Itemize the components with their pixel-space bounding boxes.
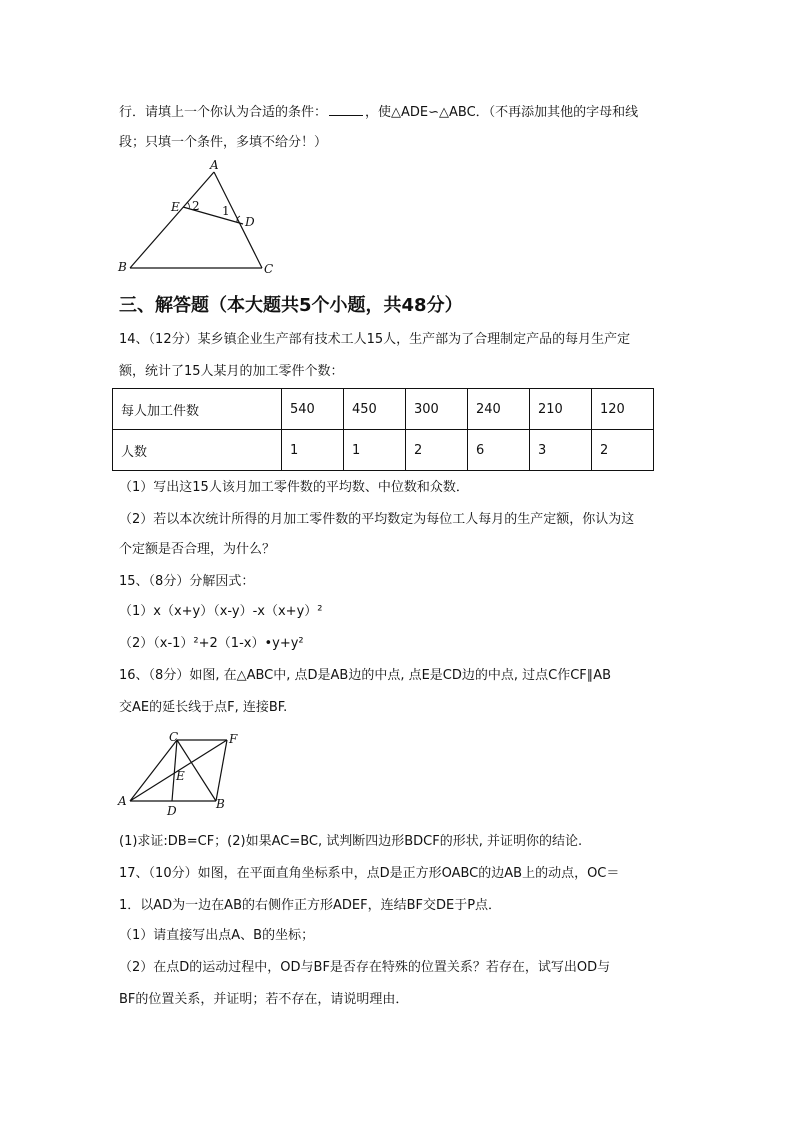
- table-cell: 1: [282, 430, 344, 471]
- q13-line2: 段；只填一个条件，多填不给分！）: [119, 135, 328, 150]
- table-cell: 2: [592, 430, 654, 471]
- q13-text-a: 行．请填上一个你认为合适的条件：: [119, 105, 328, 120]
- label-a: A: [118, 794, 127, 808]
- q17-part2-line2: BF的位置关系，并证明；若不存在，请说明理由．: [119, 992, 409, 1007]
- q16-intro-line2: 交AE的延长线于点F, 连接BF.: [119, 700, 288, 715]
- q14-data-table: [112, 388, 654, 471]
- section-heading: 三、解答题（本大题共5个小题，共48分）: [119, 295, 463, 316]
- table-cell: 210: [530, 389, 592, 430]
- q13-text-b: ，使△ADE∽△ABC．（不再添加其他的字母和线: [365, 105, 639, 120]
- table-cell: 450: [344, 389, 406, 430]
- table-cell: 1: [344, 430, 406, 471]
- label-e: E: [176, 769, 185, 783]
- table-row: [113, 430, 654, 471]
- table-cell: 120: [592, 389, 654, 430]
- segment-bf: [216, 740, 227, 801]
- q14-intro-line2: 额，统计了15人某月的加工零件个数：: [119, 364, 344, 379]
- label-d: D: [245, 215, 255, 229]
- table-cell: 540: [282, 389, 344, 430]
- q14-part2-line1: （2）若以本次统计所得的月加工零件数的平均数定为每位工人每月的生产定额，你认为这: [119, 512, 635, 527]
- q14-part1: （1）写出这15人该月加工零件数的平均数、中位数和众数．: [119, 480, 469, 495]
- side-ab: [130, 172, 214, 268]
- label-angle1: 1: [222, 204, 230, 218]
- q14-intro-line1: 14、（12分）某乡镇企业生产部有技术工人15人，生产部为了合理制定产品的每月生产定: [119, 332, 631, 347]
- label-e: E: [171, 200, 180, 214]
- q13-line1: [119, 103, 638, 123]
- table-cell: 240: [468, 389, 530, 430]
- q17-intro-line1: 17、（10分）如图，在平面直角坐标系中，点D是正方形OABC的边AB上的动点，OC＝: [119, 866, 620, 881]
- label-c: C: [169, 730, 179, 744]
- table-cell: 6: [468, 430, 530, 471]
- label-d: D: [167, 804, 177, 818]
- answer-blank[interactable]: [329, 103, 363, 116]
- segment-ac: [130, 740, 177, 801]
- label-b: B: [118, 260, 127, 274]
- table-header-cell: 每人加工件数: [113, 389, 282, 430]
- q15-intro: 15、（8分）分解因式：: [119, 574, 255, 589]
- table-row: [113, 389, 654, 430]
- table-cell: 300: [406, 389, 468, 430]
- table-header-cell: 人数: [113, 430, 282, 471]
- label-b: B: [216, 797, 225, 811]
- side-ac: [214, 172, 262, 268]
- q15-part1: （1）x（x+y）（x-y）-x（x+y）²: [119, 604, 323, 619]
- q15-part2: （2）（x-1）²+2（1-x）•y+y²: [119, 636, 304, 651]
- q14-part2-line2: 个定额是否合理，为什么？: [119, 542, 276, 557]
- q17-intro-line2: 1．以AD为一边在AB的右侧作正方形ADEF，连结BF交DE于P点．: [119, 898, 502, 913]
- label-f: F: [229, 732, 238, 746]
- q17-part1: （1）请直接写出点A、B的坐标；: [119, 928, 315, 943]
- label-c: C: [264, 262, 274, 276]
- label-angle2: 2: [192, 199, 200, 213]
- q13-triangle-figure: [112, 158, 282, 278]
- q17-part2-line1: （2）在点D的运动过程中，OD与BF是否存在特殊的位置关系？若存在，试写出OD与: [119, 960, 611, 975]
- table-cell: 3: [530, 430, 592, 471]
- q16-parallelogram-figure: [112, 728, 252, 820]
- q16-parts: (1)求证:DB=CF；(2)如果AC=BC, 试判断四边形BDCF的形状, 并证明你的结论.: [119, 834, 583, 849]
- label-a: A: [210, 158, 219, 172]
- q16-intro-line1: 16、（8分）如图, 在△ABC中, 点D是AB边的中点, 点E是CD边的中点, 过点C作CF∥AB: [119, 668, 612, 683]
- table-cell: 2: [406, 430, 468, 471]
